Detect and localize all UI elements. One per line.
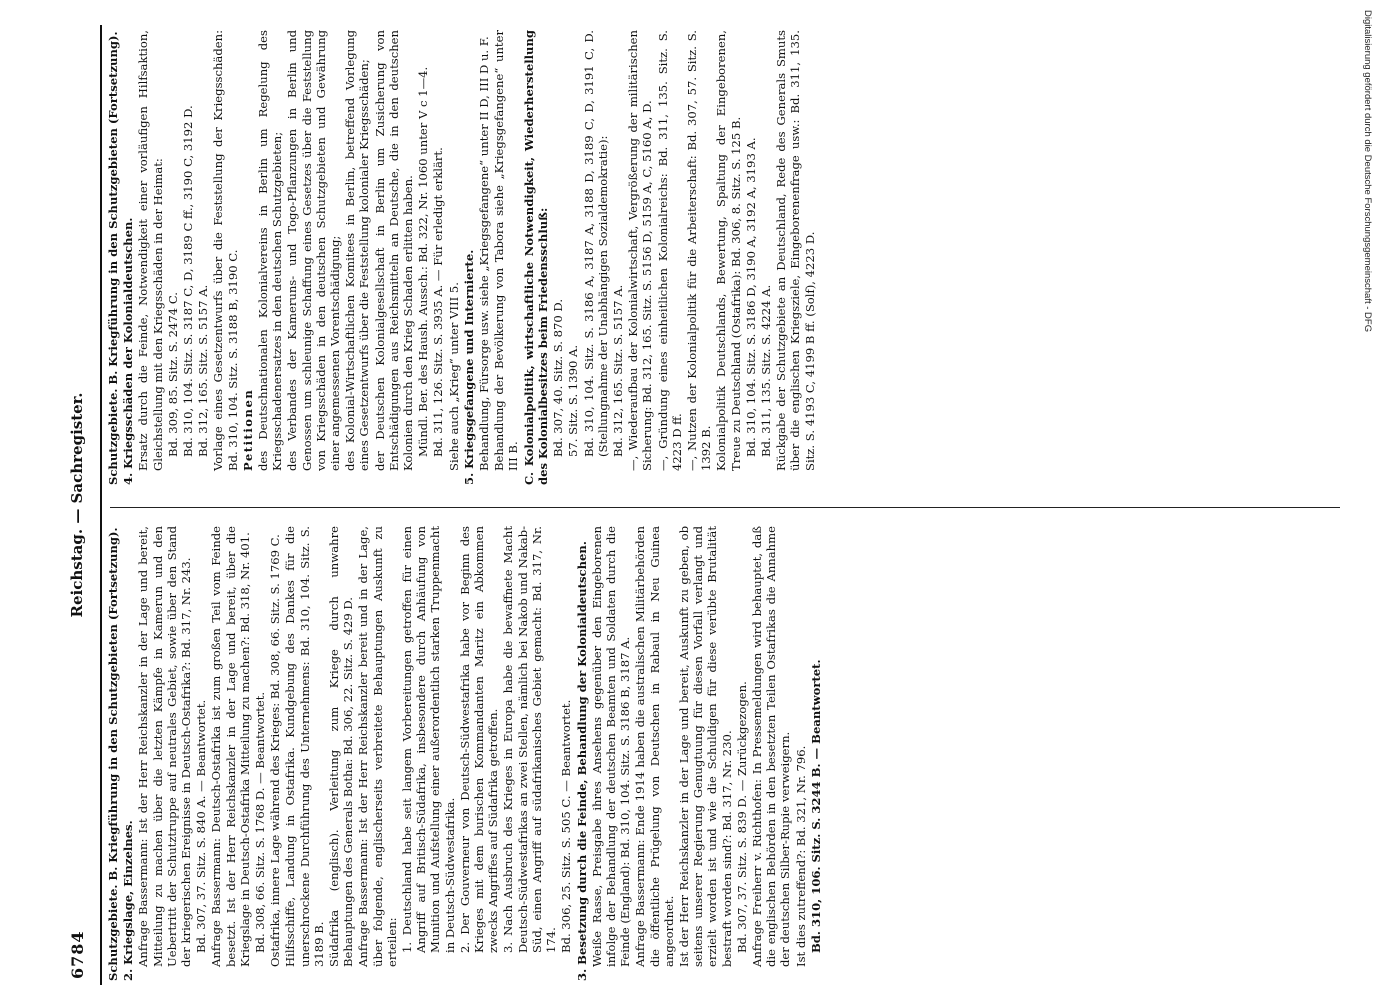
reference: Bd. 309, 85. Sitz. S. 2474 C. (165, 292, 180, 457)
left-column-heading: Schutzgebiete. B. Kriegführung in den Schutzgebieten (Fortsetzung). (106, 527, 120, 981)
reference: Mündl. Ber. des Haush. Aussch.: Bd. 322, Nr. 1060 unter V c 1—4. (416, 66, 431, 457)
entry: Hilfsschiffe, Landung in Ostafrika. Kundgebung des Dankes für die unerschrockene Durchführung des Unternehmens: Bd. 310, 104. Sitz. S. 3189 B. (283, 526, 326, 967)
left-column (106, 526, 824, 981)
entry-item: 3. Nach Ausbruch des Krieges in Europa habe die bewaffnete Macht Deutsch-Südwestafrikas an zwei Stellen, nämlich bei Nakob und Nakab-Süd, einen Angriff auf südafrikanisches Gebiet gemacht: Bd. 317, Nr. 174. (501, 526, 559, 953)
entry: Anfrage Bassermann: Ist der Herr Reichskanzler bereit und in der Lage, über folgende, englischerseits verbreitete Behauptungen Auskunft zu erteilen: (356, 526, 399, 967)
reference: Bd. 310, 104. Sitz. S. 3186 D, 3190 A, 3192 A, 3193 A. (743, 137, 758, 457)
section-heading: C. Kolonialpolitik, wirtschaftliche Notwendigkeit, Wiederherstellung des Kolonialbesitzes beim Friedensschluß: (521, 30, 550, 485)
reference: Bd. 310, 104. Sitz. S. 3186 A, 3187 A, 3188 D, 3189 C, D, 3191 C, D. (Stellungnahme der Unabhängigen Sozialdemokratie): (581, 30, 610, 457)
reference: Bd. 307, 37. Sitz. S. 839 D. — Zurückgezogen. (734, 681, 749, 953)
entry: des Verbandes der Kameruns- und Togo-Pflanzungen in Berlin und Genossen um schleunige Schaffung eines Gesetzes über die Feststellung von Kriegsschäden in den deutschen Schutzgebieten und Gewährung einer angemessenen Vorentschädigung; (285, 30, 343, 471)
reference: Bd. 306, 25. Sitz. S. 505 C. — Beantwortet. (559, 699, 574, 953)
entry: Ist dies zutreffend?: Bd. 321, Nr. 796. (793, 745, 808, 967)
entry: Anfrage Bassermann: Ist der Herr Reichskanzler in der Lage und bereit, Mitteilung zu machen über die letzten Kämpfe in Kamerun und den Uebertritt der Schutztruppe auf neutrales Gebiet, sowie über den Stand der kriegerischen Ereignisse in Deutsch-Ostafrika?: Bd. 317, Nr. 243. (136, 526, 194, 967)
reference: Bd. 308, 66. Sitz. S. 1768 D. — Beantwortet. (253, 691, 268, 953)
entry: —, Nutzen der Kolonialpolitik für die Arbeiterschaft: Bd. 307, 57. Sitz. S. 1392 B. (684, 30, 714, 471)
reference: Bd. 310, 106. Sitz. S. 3244 B. — Beantwortet. (808, 659, 823, 953)
entry: der Deutschen Kolonialgesellschaft in Berlin um Zusicherung von Entschädigungen aus Reichsmitteln an Deutsche, die in den deutschen Kolonien durch den Krieg Schaden erlitten haben. (372, 30, 416, 471)
entry: Ersatz durch die Feinde, Notwendigkeit einer vorläufigen Hilfsaktion, Gleichstellung mit den Kriegsschäden in der Heimat: (136, 30, 165, 471)
entry: Behandlung der Bevölkerung von Tabora siehe „Kriegsgefangene“ unter III B. (492, 30, 521, 471)
entry: Vorlage eines Gesetzentwurfs über die Feststellung der Kriegsschäden: Bd. 310, 104. Sitz. S. 3188 B, 3190 C. (211, 30, 240, 471)
entry: Südafrika (englisch). Verleitung zum Kriege durch unwahre Behauptungen des Generals Botha: Bd. 306, 22. Sitz. S. 429 D. (327, 526, 356, 967)
reference: Bd. 312, 165. Sitz. S. 5157 A. (196, 284, 211, 457)
reference: Bd. 311, 126. Sitz. S. 3935 A. — Für erledigt erklärt. (431, 147, 446, 457)
entry: Anfrage Bassermann: Deutsch-Ostafrika ist zum großen Teil vom Feinde besetzt. Ist der Herr Reichskanzler in der Lage und bereit, über die Kriegslage in Deutsch-Ostafrika Mitteilung zu machen?: Bd. 318, Nr. 401. (209, 526, 252, 967)
entry: Kolonialpolitik Deutschlands, Bewertung, Spaltung der Eingeborenen, Treue zu Deutschland (Ostafrika): Bd. 306, 8. Sitz. S. 125 B. (714, 30, 743, 471)
entry: Rückgabe der Schutzgebiete an Deutschland, Rede des Generals Smuts über die englischen Kriegsziele, Eingeborenenfrage usw.: Bd. 311, 135. Sitz. S. 4193 C, 4199 B ff. (Solf), 4223 D. (774, 30, 817, 471)
section-heading: 2. Kriegslage, Einzelnes. (121, 820, 136, 981)
right-column-heading: Schutzgebiete. B. Kriegführung in den Schutzgebieten (Fortsetzung). (106, 31, 120, 485)
entry: Behandlung, Fürsorge usw. siehe „Kriegsgefangene“ unter II D, III D u. F. (477, 36, 492, 471)
page-title: Reichstag. — Sachregister. (68, 392, 86, 618)
digitization-credit (1359, 10, 1377, 990)
scanned-page (60, 0, 1360, 1000)
page-number: 6784 (68, 930, 87, 979)
entry: —, Gründung eines einheitlichen Kolonialreichs: Bd. 311, 135. Sitz. S. 4223 D ff. (655, 30, 684, 471)
credit-text: Digitalisierung gefördert durch die Deutsche Forschungsgemeinschaft - DFG (1362, 10, 1373, 333)
entry: Anfrage Bassermann: Ende 1914 haben die australischen Militärbehörden die öffentliche Prügelung von Deutschen in Rabaul in Neu Guinea angeordnet. (633, 526, 676, 967)
running-header (60, 25, 102, 985)
entry: des Kolonial-Wirtschaftlichen Komitees in Berlin, betreffend Vorlegung eines Gesetzentwurfs über die Feststellung kolonialer Kriegsschäden; (343, 30, 372, 471)
right-column (106, 30, 818, 485)
reference: Bd. 312, 165. Sitz. S. 5157 A. (610, 284, 625, 457)
entry: —, Wiederaufbau der Kolonialwirtschaft, Vergrößerung der militärischen Sicherung: Bd. 312, 165. Sitz. S. 5156 D, 5159 A, C, 5160 A, D. (626, 30, 655, 471)
reference: Bd. 307, 40. Sitz. S. 870 D. (551, 298, 566, 457)
entry: Ist der Herr Reichskanzler in der Lage und bereit, Auskunft zu geben, ob seitens unserer Regierung Genugtuung für diesen Vorfall verlangt und erzielt worden ist und wie die Schuldigen für diese verübte Brutalität bestraft worden sind?: Bd. 317, Nr. 230. (676, 526, 734, 967)
section-heading: 4. Kriegsschäden der Kolonialdeutschen. (121, 217, 136, 485)
entry: des Deutschnationalen Kolonialvereins in Berlin um Regelung des Kriegsschadenersatzes in den deutschen Schutzgebieten; (256, 30, 285, 471)
entry: Siehe auch „Krieg“ unter VIII 5. (446, 282, 461, 471)
reference: Bd. 311, 135. Sitz. S. 4224 A. (758, 284, 773, 457)
entry: Anfrage Freiherr v. Richthofen: In Pressemeldungen wird behauptet, daß die englischen Behörden in den besetzten Teilen Ostafrikas die Annahme der deutschen Silber-Rupie verweigern. (749, 526, 793, 967)
rotated-content (60, 25, 1350, 985)
column-divider (110, 507, 1340, 508)
reference: Bd. 310, 104. Sitz. S. 3187 C, D, 3189 C ff., 3190 C, 3192 D. (181, 105, 196, 457)
section-heading: 5. Kriegsgefangene und Internierte. (461, 249, 476, 485)
reference: Bd. 307, 37. Sitz. S. 840 A. — Beantwortet. (194, 699, 209, 953)
entry: Ostafrika, innere Lage während des Krieges: Bd. 308, 66. Sitz. S. 1769 C. (268, 534, 283, 967)
entry-item: 1. Deutschland habe seit langem Vorbereitungen getroffen für einen Angriff auf Britisch-Südafrika, insbesondere durch Anhäufung von Munition und Aufstellung einer außerordentlich starken Truppenmacht in Deutsch-Südwestafrika. (400, 526, 457, 953)
entry: Weiße Rasse, Preisgabe ihres Ansehens gegenüber den Eingeborenen infolge der Behandlung der deutschen Beamten und Soldaten durch die Feinde (England): Bd. 310, 104. Sitz. S. 3186 B, 3187 A. (589, 526, 633, 967)
reference: 57. Sitz. S. 1390 A. (566, 344, 581, 457)
subheading: Petitionen (240, 388, 255, 471)
section-heading: 3. Besetzung durch die Feinde, Behandlung der Kolonialdeutschen. (574, 541, 589, 981)
entry-item: 2. Der Gouverneur von Deutsch-Südwestafrika habe vor Beginn des Krieges mit dem burischen Kommandanten Maritz ein Abkommen zwecks Angriffes auf Südafrika getroffen. (457, 526, 501, 953)
